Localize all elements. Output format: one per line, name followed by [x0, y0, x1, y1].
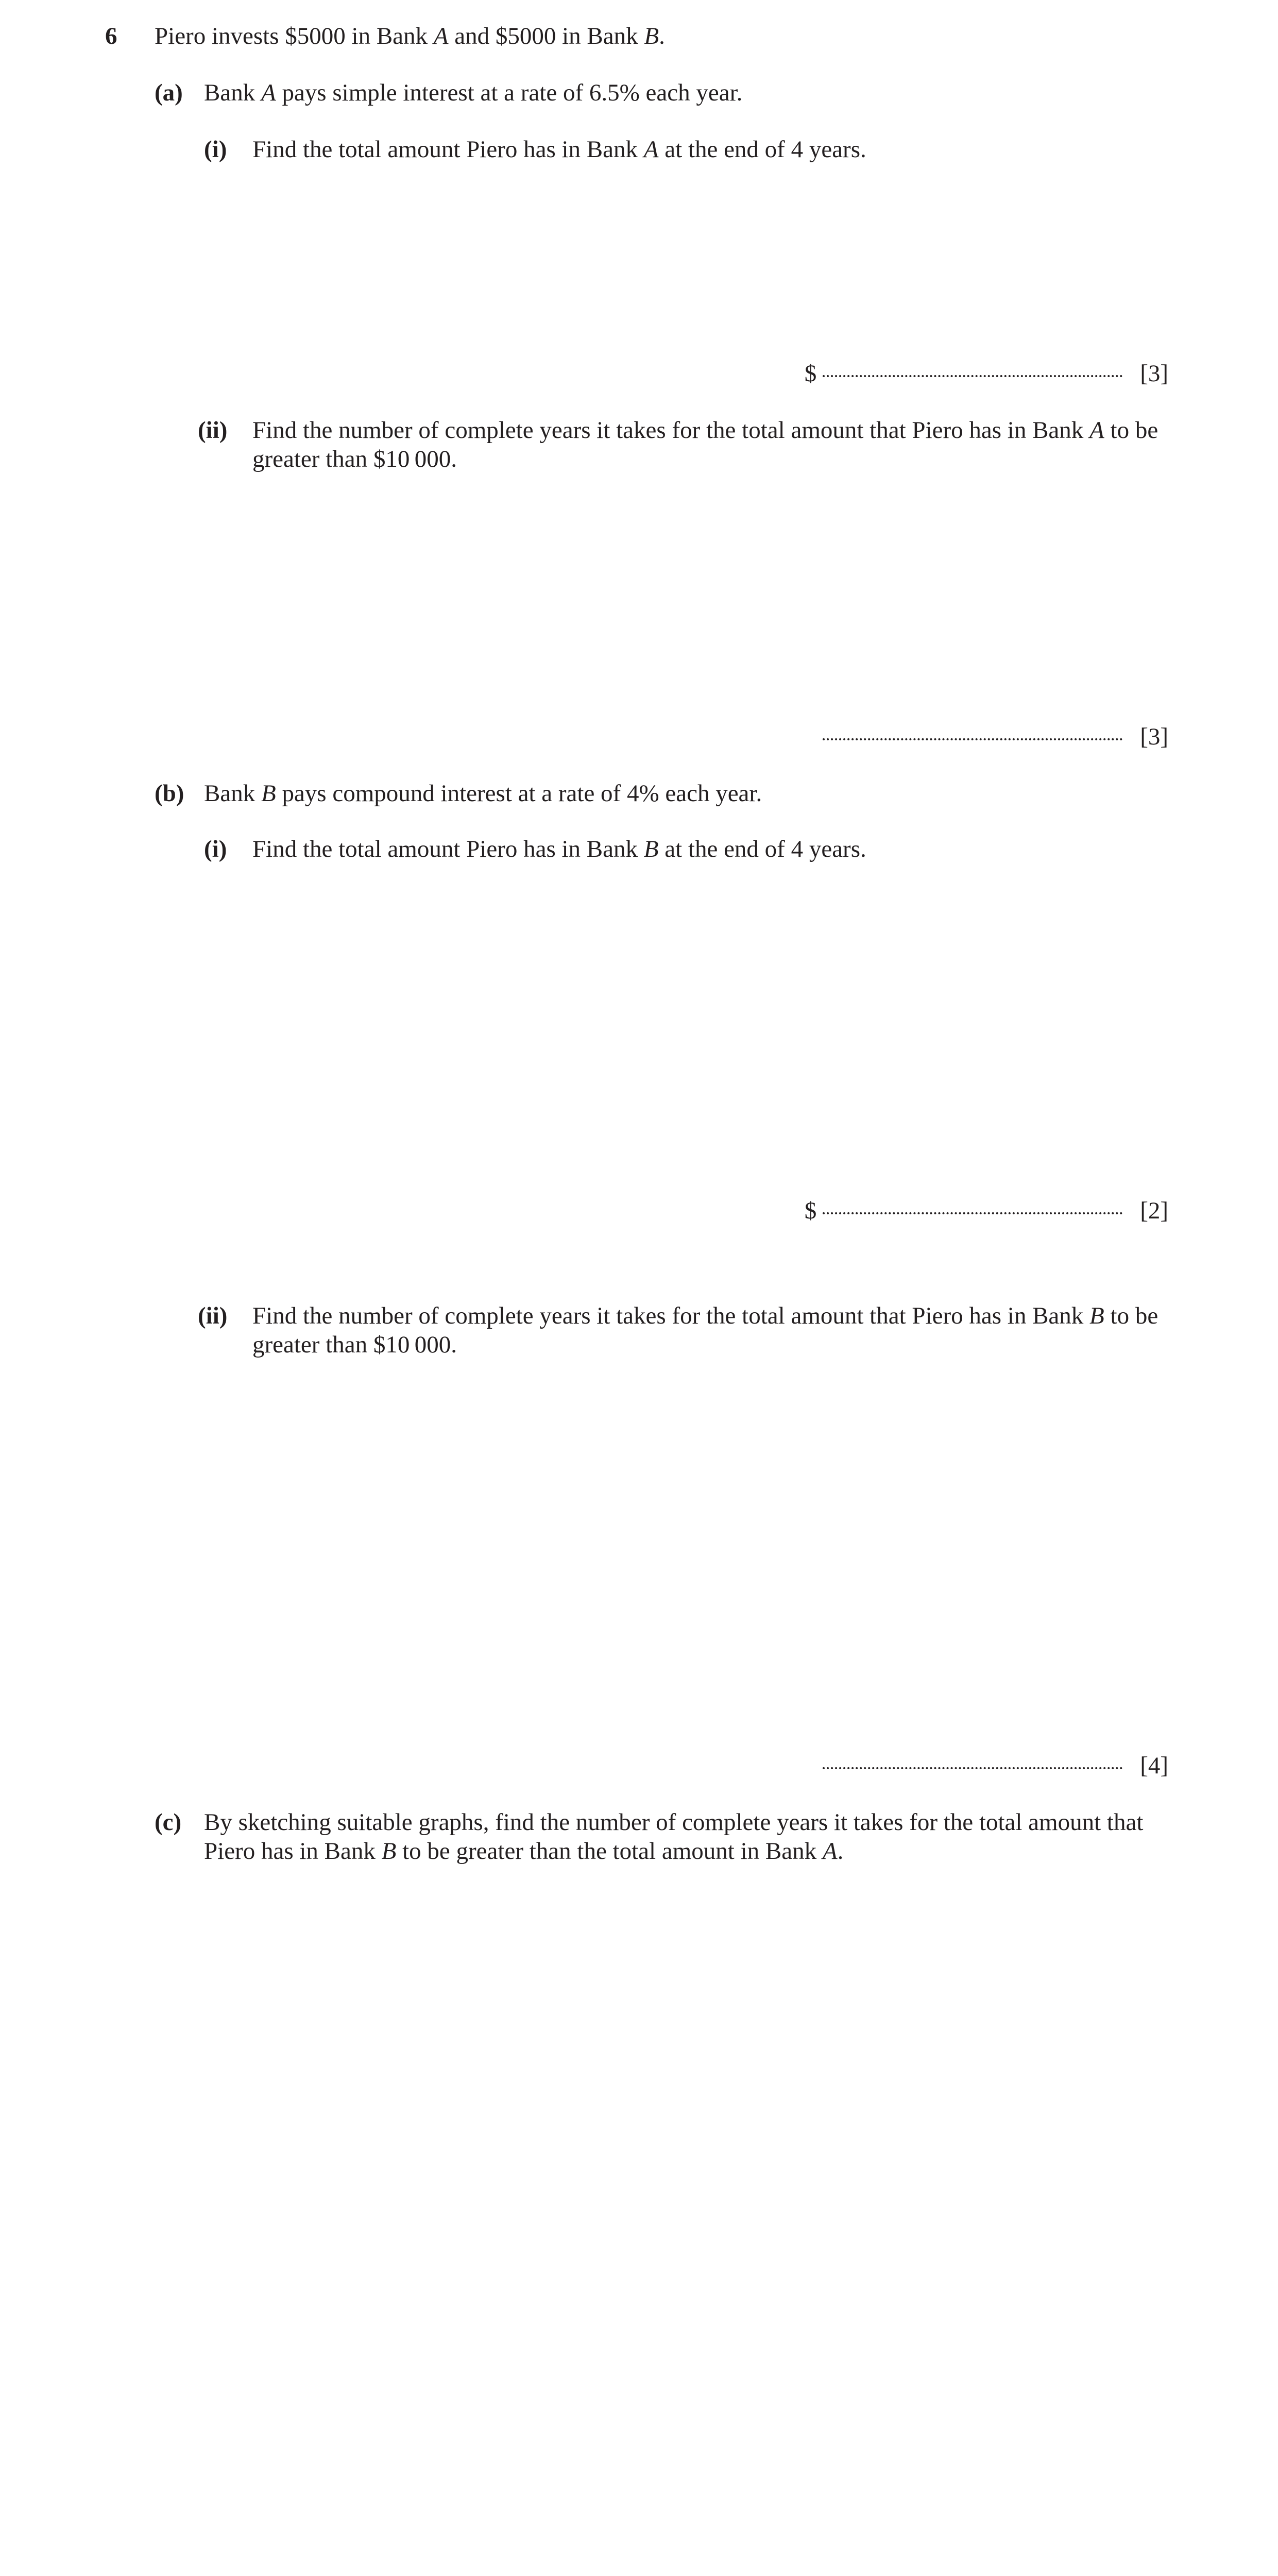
part-a-ii-text: Find the number of complete years it takes for the total amount that Piero has in Bank A to be greater than $10 000.	[252, 417, 1158, 472]
part-c-text: By sketching suitable graphs, find the number of complete years it takes for the total amount that Piero has in Bank B to be greater than the total amount in Bank A.	[204, 1809, 1144, 1865]
answer-blank[interactable]	[823, 1767, 1122, 1769]
part-a-i-text: Find the total amount Piero has in Bank A at the end of 4 years.	[252, 136, 866, 163]
part-b-i-label: (i)	[204, 836, 227, 862]
answer-blank[interactable]	[823, 1212, 1122, 1214]
answer-line-a-ii	[823, 722, 1168, 751]
question-stem: Piero invests $5000 in Bank A and $5000 in Bank B.	[155, 23, 665, 49]
question-number: 6	[105, 23, 117, 49]
part-a-ii-label: (ii)	[198, 417, 228, 444]
part-b-ii-label: (ii)	[198, 1302, 228, 1329]
answer-blank[interactable]	[823, 375, 1122, 377]
part-a-i-label: (i)	[204, 136, 227, 163]
answer-line-b-i	[805, 1196, 1168, 1225]
marks-badge: [4]	[1140, 1752, 1168, 1779]
answer-prefix: $	[804, 1197, 817, 1224]
part-b-i-text: Find the total amount Piero has in Bank B at the end of 4 years.	[252, 836, 866, 862]
answer-blank[interactable]	[823, 738, 1122, 740]
marks-badge: [2]	[1140, 1197, 1168, 1224]
part-a-label: (a)	[155, 79, 183, 106]
marks-badge: [3]	[1140, 723, 1168, 750]
answer-line-b-ii	[823, 1751, 1168, 1780]
part-c-label: (c)	[155, 1809, 182, 1836]
answer-prefix: $	[804, 360, 817, 387]
part-a-text: Bank A pays simple interest at a rate of 6.5% each year.	[204, 79, 743, 106]
marks-badge: [3]	[1140, 360, 1168, 387]
answer-line-a-i	[805, 359, 1168, 388]
part-b-label: (b)	[155, 780, 184, 807]
part-b-ii-text: Find the number of complete years it takes for the total amount that Piero has in Bank B to be greater than $10 000.	[252, 1302, 1158, 1358]
part-b-text: Bank B pays compound interest at a rate of 4% each year.	[204, 780, 762, 807]
